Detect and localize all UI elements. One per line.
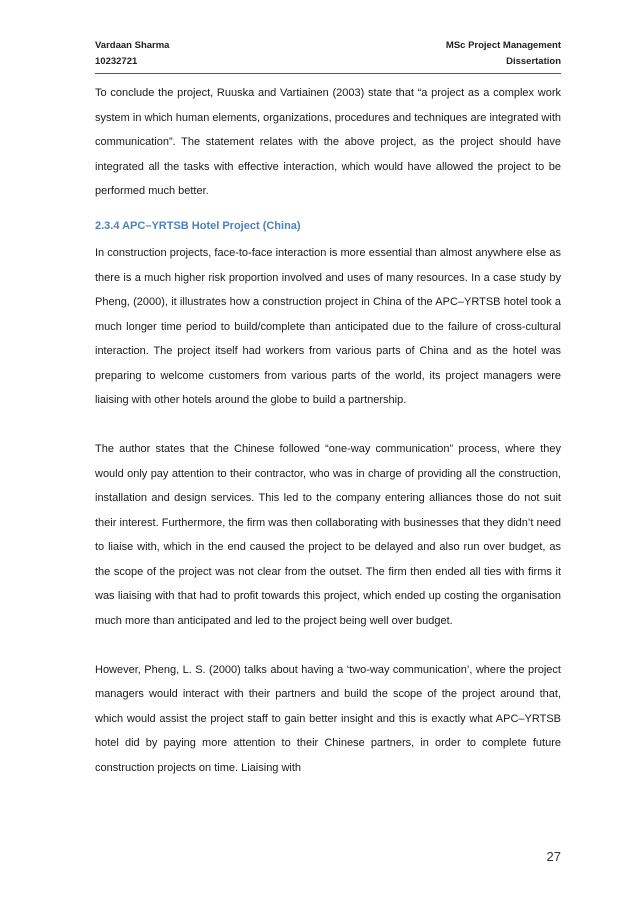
course-name: MSc Project Management [445, 40, 561, 51]
author-name: Vardaan Sharma [95, 40, 170, 51]
document-type: Dissertation [506, 56, 561, 67]
section-heading: 2.3.4 APC–YRTSB Hotel Project (China) [95, 219, 301, 232]
header-left [95, 38, 169, 70]
body-paragraph: However, Pheng, L. S. (2000) talks about having a ‘two-way communication’, where the project managers would interact with their partners and build the scope of the project around that, which would assist the project staff to gain better insight and this is exactly what APC–YRTSB hotel did by paying more attention to their Chinese partners, in order to complete future construction projects on time. Liaising with [95, 663, 561, 774]
body-paragraph: In construction projects, face-to-face interaction is more essential than almost anywhere else as there is a much higher risk proportion involved and uses of many resources. In a case study by Pheng, (2000), it illustrates how a construction project in China of the APC–YRTSB hotel took a much longer time period to build/complete than anticipated due to the failure of cross-cultural interaction. The project itself had workers from various parts of China and as the hotel was preparing to welcome customers from various parts of the world, its project managers were liaising with other hotels around the globe to build a partnership. [95, 247, 561, 406]
student-id: 10232721 [95, 56, 138, 67]
header-divider [95, 73, 561, 74]
page-number: 27 [546, 849, 561, 864]
body-paragraph: To conclude the project, Ruuska and Vartiainen (2003) state that “a project as a complex work system in which human elements, organizations, procedures and techniques are integrated with communication”. The statement relates with the above project, as the project should have integrated all the tasks with effective interaction, which would have allowed the project to be performed much better. [95, 87, 561, 197]
body-paragraph: The author states that the Chinese followed “one-way communication” process, where they would only pay attention to their contractor, who was in charge of providing all the construction, installation and design services. This led to the company entering alliances those do not suit their interest. Furthermore, the firm was then collaborating with businesses that they didn’t need to liaise with, which in the end caused the project to be delayed and also run over budget, as the scope of the project was not clear from the outset. The firm then ended all ties with firms it was liaising with that had to profit towards this project, which ended up costing the organisation much more than anticipated and led to the project being well over budget. [95, 443, 561, 627]
page-body [95, 81, 561, 780]
header-right [446, 38, 561, 70]
